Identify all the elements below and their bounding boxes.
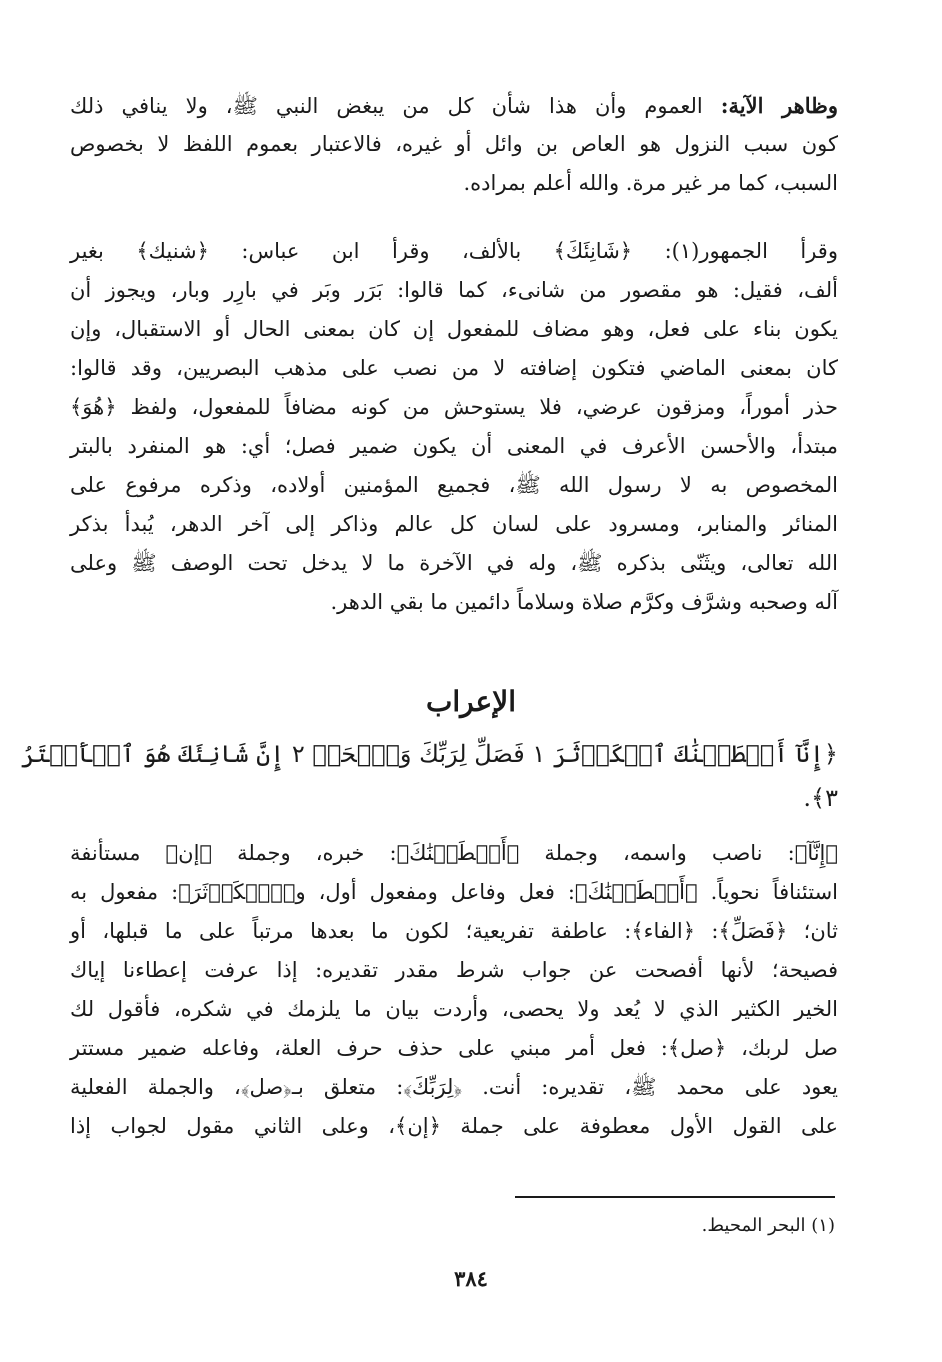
text-line: صل لربك، ﴿صل﴾: فعل أمر مبني على حذف حرف العلة، وفاعله ضمير مستتر (70, 1036, 838, 1060)
text-line: الخير الكثير الذي لا يُعد ولا يحصى، وأردت بيان ما يلزمك في شكره، فأقول لك (70, 997, 838, 1021)
page-number: ٣٨٤ (454, 1266, 488, 1291)
text-line: على القول الأول معطوفة على جملة ﴿إن﴾، وعلى الثاني مقول لجواب إذا (70, 1114, 838, 1138)
text-line: السبب، كما مر غير مرة. والله أعلم بمراده. (463, 171, 838, 195)
text-line: فصيحة؛ لأنها أفصحت عن جواب شرط مقدر تقديره: إذا عرفت إعطاءنا إياك (70, 958, 838, 982)
text-line: ثان؛ ﴿فَصَلِّ﴾: ﴿الفاء﴾: عاطفة تفريعية؛ لكون ما بعدها مرتباً على ما قبلها، أو (70, 919, 838, 943)
text-line: يكون بناء على فعل، وهو مضاف للمفعول إن كان بمعنى الحال أو الاستقبال، وإن (70, 317, 838, 341)
text-line: المنائر والمنابر، ومسرود على لسان كل عالم وذاكر إلى آخر الدهر، يُبدأ بذكر (70, 512, 838, 536)
text-line: استئنافاً نحوياً. ﴿أَعۡطَيۡنَٰكَ﴾: فعل وفاعل ومفعول أول، و﴿ٱلۡكَوۡثَرَ﴾: مفعول به (70, 880, 838, 904)
text-line: وظاهر الآية: العموم وأن هذا شأن كل من يبغض النبي ﷺ، ولا ينافي ذلك (70, 93, 838, 118)
lead-phrase: وظاهر الآية: (720, 93, 838, 118)
verse-line: ٣﴾. (803, 784, 838, 812)
text-line: آله وصحبه وشرَّف وكرَّم صلاة وسلاماً دائمين ما بقي الدهر. (330, 590, 838, 614)
text-line: ﴿إِنَّآ﴾: ناصب واسمه، وجملة ﴿أَعۡطَيۡنَٰكَ﴾: خبره، وجملة ﴿إن﴾ مستأنفة (70, 841, 838, 865)
text-line: مبتدأ، والأحسن الأعرف في المعنى أن يكون ضمير فصل؛ أي: هو المنفرد بالبتر (70, 434, 838, 458)
readings-paragraph (70, 232, 838, 622)
quran-verse (20, 732, 838, 820)
verse-line: ﴿إِنَّآ أَعۡطَيۡنَٰكَ ٱلۡكَوۡثَرَ ١ فَصَلِّ لِرَبِّكَ وَٱنۡحَرۡ ٢ إِنَّ شَانِئَكَ هُوَ ٱلۡأَبۡتَرُ (20, 740, 838, 768)
text-line: كون سبب النزول هو العاص بن وائل أو غيره، فالاعتبار بعموم اللفظ لا بخصوص (70, 132, 838, 156)
footnote-divider (515, 1196, 835, 1198)
footnote: (١) البحر المحيط. (701, 1215, 835, 1236)
parsing-paragraph (70, 834, 838, 1146)
section-heading: الإعراب (425, 685, 517, 718)
text-line: حذر أموراً، ومزقون عرضي، فلا يستوحش من كونه مضافاً للمفعول، ولفظ ﴿هُوَ﴾ (70, 395, 838, 419)
text-line: ألف، فقيل: هو مقصور من شانىء، كما قالوا: بَرَر وبَر في بارِر وبار، ويجوز أن (70, 278, 838, 302)
text-line: وقرأ الجمهور(١): ﴿شَانِئَكَ﴾ بالألف، وقرأ ابن عباس: ﴿شنيك﴾ بغير (70, 239, 838, 263)
text-line: المخصوص به لا رسول الله ﷺ، فجميع المؤمنين أولاده، وذكره مرفوع على (70, 473, 838, 497)
text-line: كان بمعنى الماضي فتكون إضافته لا من نصب على مذهب البصريين، وقد قالوا: (70, 356, 838, 380)
tafsir-paragraph-1 (70, 86, 838, 203)
text-line: الله تعالى، ويثَنّى بذكره ﷺ، وله في الآخرة ما لا يدخل تحت الوصف ﷺ وعلى (70, 551, 838, 575)
text-line: يعود على محمد ﷺ، تقديره: أنت. ﴿لِرَبِّكَ﴾: متعلق بـ﴿صل﴾، والجملة الفعلية (70, 1075, 838, 1099)
